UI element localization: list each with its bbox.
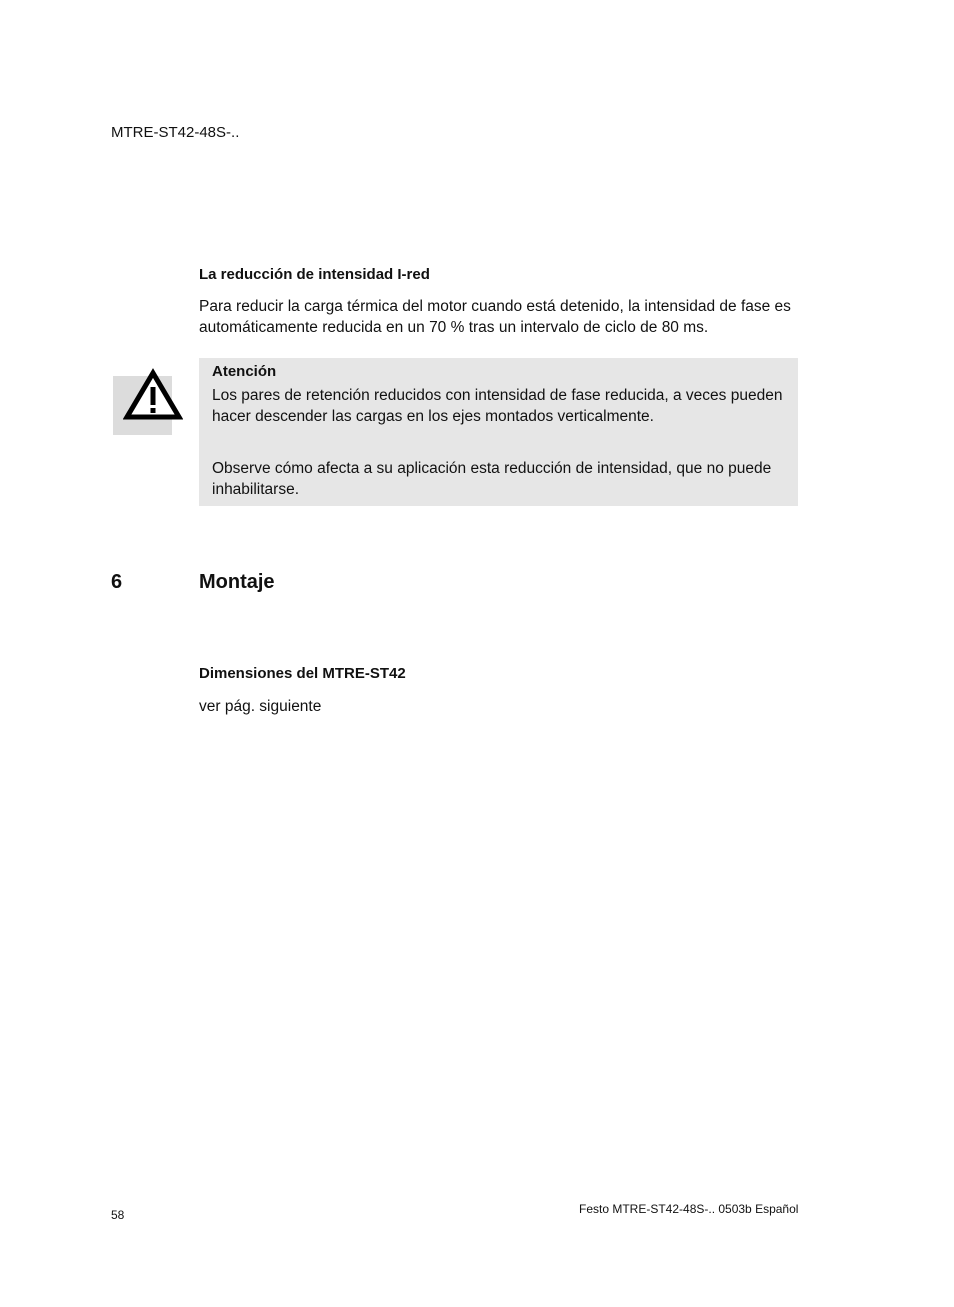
warning-box xyxy=(199,358,798,506)
warning-title: Atención xyxy=(212,363,277,380)
warning-icon-box xyxy=(113,376,172,435)
subsection-title-ired: La reducción de intensidad I-red xyxy=(199,266,430,283)
warning-triangle-icon xyxy=(123,367,183,427)
page-number: 58 xyxy=(111,1208,125,1222)
ired-paragraph: Para reducir la carga térmica del motor cuando está detenido, la intensidad de fase es automáticamente reducida en un 70 % tras un intervalo de ciclo de 80 ms. xyxy=(199,298,791,336)
warning-text-1: Los pares de retención reducidos con intensidad de fase reducida, a veces pueden hacer descender las cargas en los ejes montados verticalmente. xyxy=(212,387,783,425)
dimensions-paragraph: ver pág. siguiente xyxy=(199,698,322,715)
subsection-title-dimensions: Dimensiones del MTRE-ST42 xyxy=(199,665,406,682)
section-number: 6 xyxy=(111,571,123,593)
document-header: MTRE-ST42-48S-.. xyxy=(111,124,240,141)
warning-text-2: Observe cómo afecta a su aplicación esta reducción de intensidad, que no puede inhabilitarse. xyxy=(212,460,772,498)
section-title: Montaje xyxy=(199,571,275,593)
footer-doc-ref: Festo MTRE-ST42-48S-.. 0503b Español xyxy=(579,1202,799,1216)
